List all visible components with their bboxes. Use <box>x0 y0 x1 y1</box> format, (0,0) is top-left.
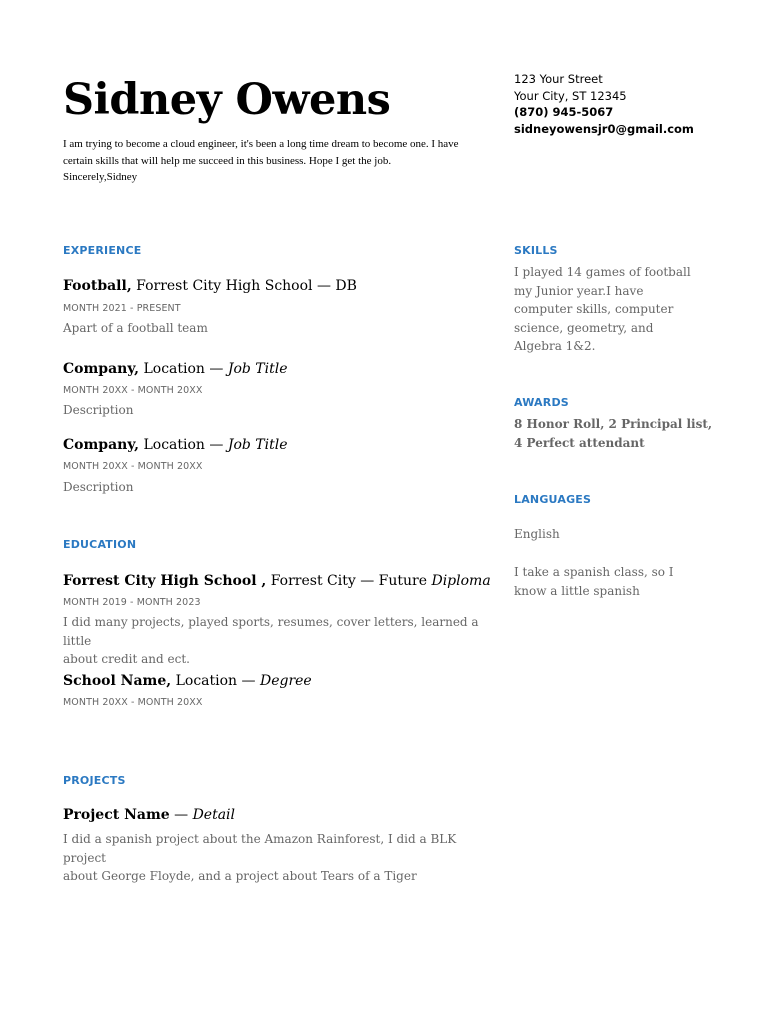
contact-city: Your City, ST 12345 <box>514 88 627 103</box>
education-entry-title <box>63 672 312 690</box>
contact-email: sidneyowensjr0@gmail.com <box>514 122 694 137</box>
entry-role: Job Title <box>227 437 288 453</box>
project-entry-description <box>63 830 483 886</box>
education-heading: EDUCATION <box>63 538 137 551</box>
entry-location: Forrest City High School — DB <box>131 278 357 294</box>
entry-org: School Name, <box>63 673 172 689</box>
experience-entry-dates: MONTH 2021 - PRESENT <box>63 303 181 314</box>
intro-line: I am trying to become a cloud engineer, it's been a long time dream to become one. I have <box>63 138 459 150</box>
entry-org: Forrest City High School , <box>63 573 267 589</box>
contact-block <box>514 71 734 138</box>
entry-role: Diploma <box>431 573 491 589</box>
education-entry-dates: MONTH 2019 - MONTH 2023 <box>63 597 201 608</box>
awards-heading: AWARDS <box>514 396 569 409</box>
skills-line: I played 14 games of football <box>514 265 691 279</box>
entry-location: Location — <box>139 437 228 453</box>
education-entry-description <box>63 613 483 669</box>
entry-role: Detail <box>192 807 236 823</box>
experience-entry-title <box>63 277 357 295</box>
languages-heading: LANGUAGES <box>514 493 592 506</box>
language-item <box>514 563 694 600</box>
awards-text <box>514 415 714 452</box>
entry-location: Location — <box>139 361 228 377</box>
language-line: know a little spanish <box>514 583 640 598</box>
entry-org: Company, <box>63 361 140 377</box>
entry-org: Company, <box>63 437 140 453</box>
description-line: about George Floyde, and a project about Tears of a Tiger <box>63 869 417 883</box>
awards-line: 8 Honor Roll, 2 Principal list, <box>514 417 713 431</box>
entry-location: Forrest City — Future <box>266 573 432 589</box>
description-line: I did a spanish project about the Amazon Rainforest, I did a BLK project <box>63 832 457 865</box>
projects-heading: PROJECTS <box>63 774 126 787</box>
experience-entry-description: Apart of a football team <box>63 321 208 335</box>
experience-entry-description: Description <box>63 403 134 417</box>
language-line: I take a spanish class, so I <box>514 565 674 579</box>
contact-phone: (870) 945-5067 <box>514 105 614 120</box>
experience-heading: EXPERIENCE <box>63 244 142 257</box>
skills-text <box>514 263 694 356</box>
skills-line: computer skills, computer <box>514 302 674 316</box>
entry-separator: — <box>169 807 193 823</box>
entry-org: Football, <box>63 278 132 294</box>
experience-entry-dates: MONTH 20XX - MONTH 20XX <box>63 461 203 472</box>
education-entry-dates: MONTH 20XX - MONTH 20XX <box>63 697 203 708</box>
intro-paragraph <box>63 136 483 186</box>
skills-line: Algebra 1&2. <box>514 339 596 353</box>
entry-role: Job Title <box>227 361 288 377</box>
awards-line: 4 Perfect attendant <box>514 435 645 450</box>
language-item: English <box>514 527 560 541</box>
skills-heading: SKILLS <box>514 244 558 257</box>
intro-line: certain skills that will help me succeed in this business. Hope I get the job. <box>63 154 392 167</box>
entry-role: Degree <box>259 673 312 689</box>
entry-org: Project Name <box>63 807 170 823</box>
education-entry-title <box>63 572 491 590</box>
intro-signoff: Sincerely,Sidney <box>63 171 138 183</box>
experience-entry-title <box>63 360 288 378</box>
resume-name: Sidney Owens <box>63 75 391 125</box>
skills-line: science, geometry, and <box>514 320 654 335</box>
entry-location: Location — <box>171 673 260 689</box>
skills-line: my Junior year.I have <box>514 283 644 298</box>
description-line: I did many projects, played sports, resumes, cover letters, learned a little <box>63 615 479 648</box>
experience-entry-description: Description <box>63 480 134 494</box>
contact-street: 123 Your Street <box>514 72 603 86</box>
experience-entry-title <box>63 436 288 454</box>
description-line: about credit and ect. <box>63 652 190 666</box>
experience-entry-dates: MONTH 20XX - MONTH 20XX <box>63 385 203 396</box>
project-entry-title <box>63 806 235 824</box>
